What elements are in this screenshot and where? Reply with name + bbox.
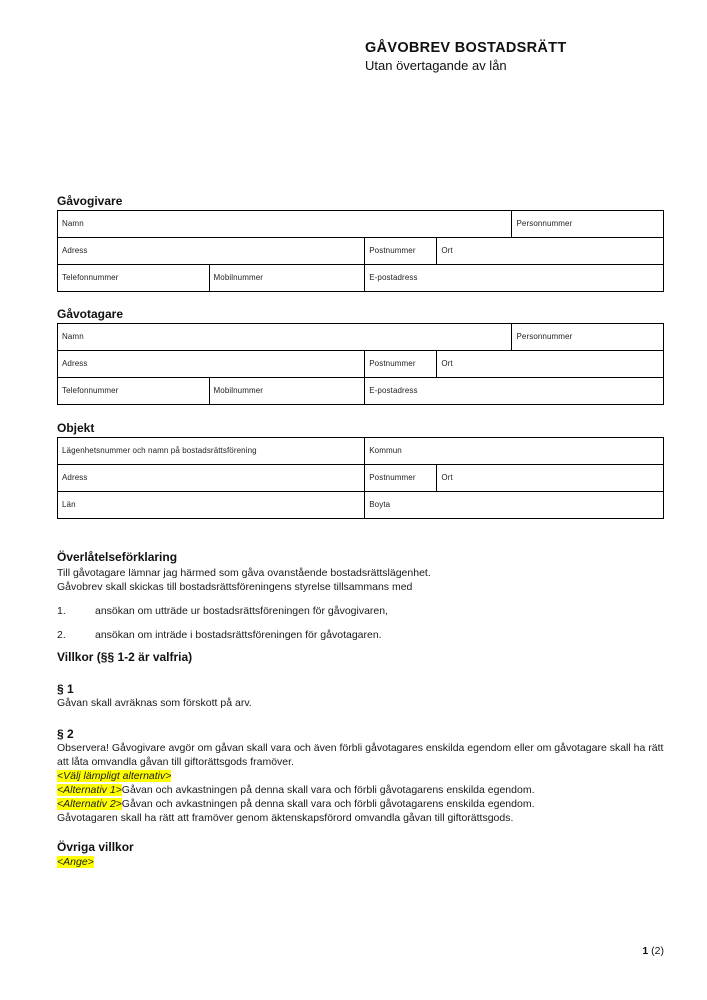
objekt-adress-field[interactable] xyxy=(58,465,365,492)
objekt-table xyxy=(57,437,664,519)
alternative-2-line xyxy=(57,797,664,811)
objekt-postnummer-field[interactable] xyxy=(365,465,437,492)
alternative-2-text: Gåvan och avkastningen på denna skall vara och förbli gåvotagarens enskilda egendom. xyxy=(121,798,535,810)
gavogivare-table xyxy=(57,210,664,292)
paragraph-1-heading: § 1 xyxy=(57,682,74,696)
mobilnummer-label: Mobilnummer xyxy=(213,273,264,282)
kommun-label: Kommun xyxy=(369,446,402,455)
gavotagare-heading: Gåvotagare xyxy=(57,307,124,321)
adress-label: Adress xyxy=(62,246,88,255)
objekt-boyta-field[interactable] xyxy=(365,492,664,519)
page-number-current: 1 xyxy=(642,945,649,957)
list-item-text: ansökan om utträde ur bostadsrättsföreningen för gåvogivaren, xyxy=(95,605,389,617)
overlatelse-heading: Överlåtelseförklaring xyxy=(57,550,178,564)
ovriga-villkor-heading: Övriga villkor xyxy=(57,840,134,854)
section-objekt xyxy=(57,421,664,519)
objekt-ort-field[interactable] xyxy=(437,465,664,492)
list-item-number: 1. xyxy=(57,605,66,617)
adress-label: Adress xyxy=(62,359,88,368)
epost-label: E-postadress xyxy=(369,386,418,395)
document-header xyxy=(365,40,685,73)
gavogivare-heading: Gåvogivare xyxy=(57,194,123,208)
tagare-namn-field[interactable] xyxy=(58,324,512,351)
givare-telefonnummer-field[interactable] xyxy=(58,265,210,292)
adress-label: Adress xyxy=(62,473,88,482)
paragraph-2-heading: § 2 xyxy=(57,727,74,741)
section-gavogivare xyxy=(57,194,664,292)
page-number-total: (2) xyxy=(651,945,664,957)
lagenhet-label: Lägenhetsnummer och namn på bostadsrättsförening xyxy=(62,446,257,455)
givare-epost-field[interactable] xyxy=(365,265,664,292)
epost-label: E-postadress xyxy=(369,273,418,282)
overlatelse-line2: Gåvobrev skall skickas till bostadsrättsföreningens styrelse tillsammans med xyxy=(57,581,413,593)
namn-label: Namn xyxy=(62,332,84,341)
personnummer-label: Personnummer xyxy=(516,332,573,341)
list-item-text: ansökan om inträde i bostadsrättsföreningen för gåvotagaren. xyxy=(95,629,382,641)
objekt-heading: Objekt xyxy=(57,421,95,435)
tagare-telefonnummer-field[interactable] xyxy=(58,378,210,405)
objekt-kommun-field[interactable] xyxy=(365,438,664,465)
paragraph-2-intro: Observera! Gåvogivare avgör om gåvan skall vara och även förbli gåvotagares enskilda egendom eller om gåvotagare skall ha rätt att låta omvandla gåvan till giftorättsgods framöver. xyxy=(57,742,664,768)
choose-alternative-placeholder[interactable]: <Välj lämpligt alternativ> xyxy=(57,770,172,782)
postnummer-label: Postnummer xyxy=(369,359,416,368)
alternative-2-continuation: Gåvotagaren skall ha rätt att framöver genom äktenskapsförord omvandla gåvan till giftorättsgods. xyxy=(57,812,514,824)
gavotagare-table xyxy=(57,323,664,405)
ort-label: Ort xyxy=(441,246,453,255)
boyta-label: Boyta xyxy=(369,500,391,509)
page-number xyxy=(57,945,664,957)
tagare-epost-field[interactable] xyxy=(365,378,664,405)
namn-label: Namn xyxy=(62,219,84,228)
choose-alternative-placeholder-line xyxy=(57,769,664,783)
alternative-1-line xyxy=(57,783,664,797)
personnummer-label: Personnummer xyxy=(516,219,573,228)
givare-ort-field[interactable] xyxy=(437,238,664,265)
document-title: GÅVOBREV BOSTADSRÄTT xyxy=(365,40,567,56)
list-item xyxy=(57,604,664,618)
list-item xyxy=(57,628,664,642)
givare-namn-field[interactable] xyxy=(58,211,512,238)
ort-label: Ort xyxy=(441,359,453,368)
givare-mobilnummer-field[interactable] xyxy=(209,265,365,292)
givare-adress-field[interactable] xyxy=(58,238,365,265)
section-overlatelseforklaring xyxy=(57,550,664,642)
document-subtitle: Utan övertagande av lån xyxy=(365,58,507,73)
ort-label: Ort xyxy=(441,473,453,482)
overlatelse-line1: Till gåvotagare lämnar jag härmed som gåva ovanstående bostadsrättslägenhet. xyxy=(57,567,431,579)
objekt-lagenhet-field[interactable] xyxy=(58,438,365,465)
telefonnummer-label: Telefonnummer xyxy=(62,386,119,395)
tagare-ort-field[interactable] xyxy=(437,351,664,378)
postnummer-label: Postnummer xyxy=(369,473,416,482)
alternative-2-tag[interactable]: <Alternativ 2> xyxy=(57,798,122,810)
tagare-mobilnummer-field[interactable] xyxy=(209,378,365,405)
telefonnummer-label: Telefonnummer xyxy=(62,273,119,282)
section-paragraph-1 xyxy=(57,682,664,710)
alternative-1-text: Gåvan och avkastningen på denna skall vara och förbli gåvotagarens enskilda egendom. xyxy=(121,784,535,796)
list-item-number: 2. xyxy=(57,629,66,641)
tagare-adress-field[interactable] xyxy=(58,351,365,378)
givare-postnummer-field[interactable] xyxy=(365,238,437,265)
section-ovriga-villkor xyxy=(57,840,664,869)
ange-placeholder[interactable]: <Ange> xyxy=(57,856,94,868)
section-villkor xyxy=(57,650,664,666)
postnummer-label: Postnummer xyxy=(369,246,416,255)
givare-personnummer-field[interactable] xyxy=(512,211,664,238)
objekt-lan-field[interactable] xyxy=(58,492,365,519)
lan-label: Län xyxy=(62,500,76,509)
paragraph-1-text: Gåvan skall avräknas som förskott på arv. xyxy=(57,697,252,709)
villkor-heading: Villkor (§§ 1-2 är valfria) xyxy=(57,650,193,664)
tagare-postnummer-field[interactable] xyxy=(365,351,437,378)
mobilnummer-label: Mobilnummer xyxy=(213,386,264,395)
tagare-personnummer-field[interactable] xyxy=(512,324,664,351)
ange-placeholder-line xyxy=(57,855,664,869)
section-gavotagare xyxy=(57,307,664,405)
alternative-1-tag[interactable]: <Alternativ 1> xyxy=(57,784,122,796)
section-paragraph-2 xyxy=(57,727,664,825)
